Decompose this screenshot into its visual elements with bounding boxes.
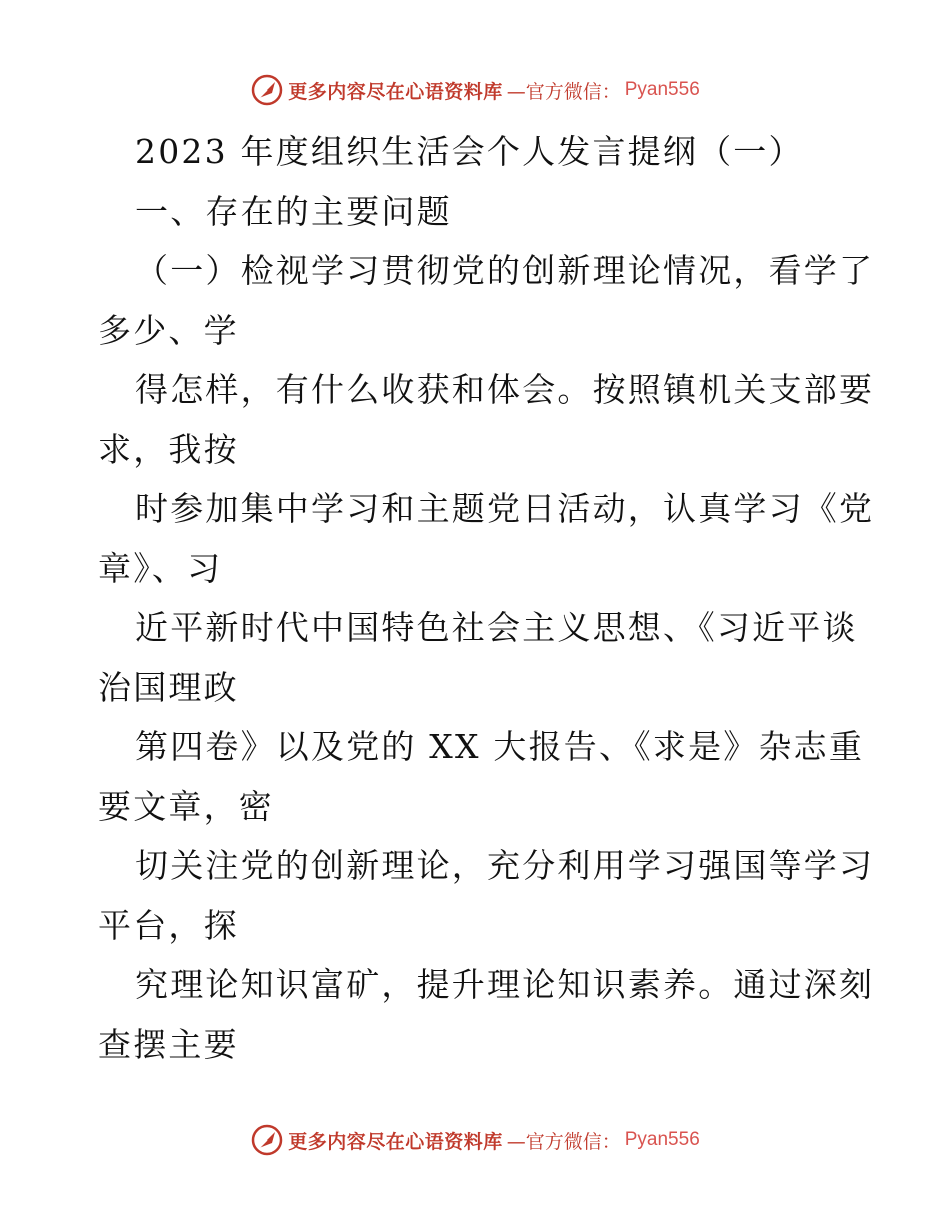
- document-title: 2023 年度组织生活会个人发言提纲（一）: [135, 132, 804, 171]
- watermark-header: [0, 70, 950, 110]
- body-line: 近平新时代中国特色社会主义思想、《习近平谈: [135, 608, 858, 647]
- body-line: 平台，探: [98, 905, 239, 945]
- watermark-text: 更多内容尽在心语资料库: [288, 1130, 503, 1153]
- watermark-separator: —官方微信：: [506, 1130, 621, 1153]
- body-line: 治国理政: [98, 667, 239, 707]
- body-line: 多少、学: [98, 310, 239, 350]
- body-line: 切关注党的创新理论，充分利用学习强国等学习: [135, 846, 875, 885]
- document-body: [98, 122, 875, 1074]
- body-line: 究理论知识富矿，提升理论知识素养。通过深刻: [135, 965, 875, 1004]
- section-heading: 一、存在的主要问题: [135, 191, 452, 231]
- body-line: 查摆主要: [98, 1024, 239, 1064]
- watermark-wechat-id: Pyan556: [624, 79, 700, 100]
- watermark-wechat-id: Pyan556: [624, 1129, 700, 1150]
- body-line: 要文章，密: [98, 786, 274, 826]
- body-line: 得怎样，有什么收获和体会。按照镇机关支部要: [135, 370, 875, 409]
- body-line: （一）检视学习贯彻党的创新理论情况，看学了: [135, 251, 875, 290]
- watermark-separator: —官方微信：: [506, 80, 621, 103]
- watermark-footer: [0, 1120, 950, 1160]
- body-line: 时参加集中学习和主题党日活动，认真学习《党: [135, 489, 875, 528]
- body-line: 求，我按: [98, 429, 239, 469]
- body-line: 第四卷》以及党的 XX 大报告、《求是》杂志重: [135, 727, 865, 766]
- watermark-text: 更多内容尽在心语资料库: [288, 80, 503, 103]
- quill-logo-icon: [250, 1123, 284, 1157]
- body-line: 章》、习: [98, 548, 223, 588]
- quill-logo-icon: [250, 73, 284, 107]
